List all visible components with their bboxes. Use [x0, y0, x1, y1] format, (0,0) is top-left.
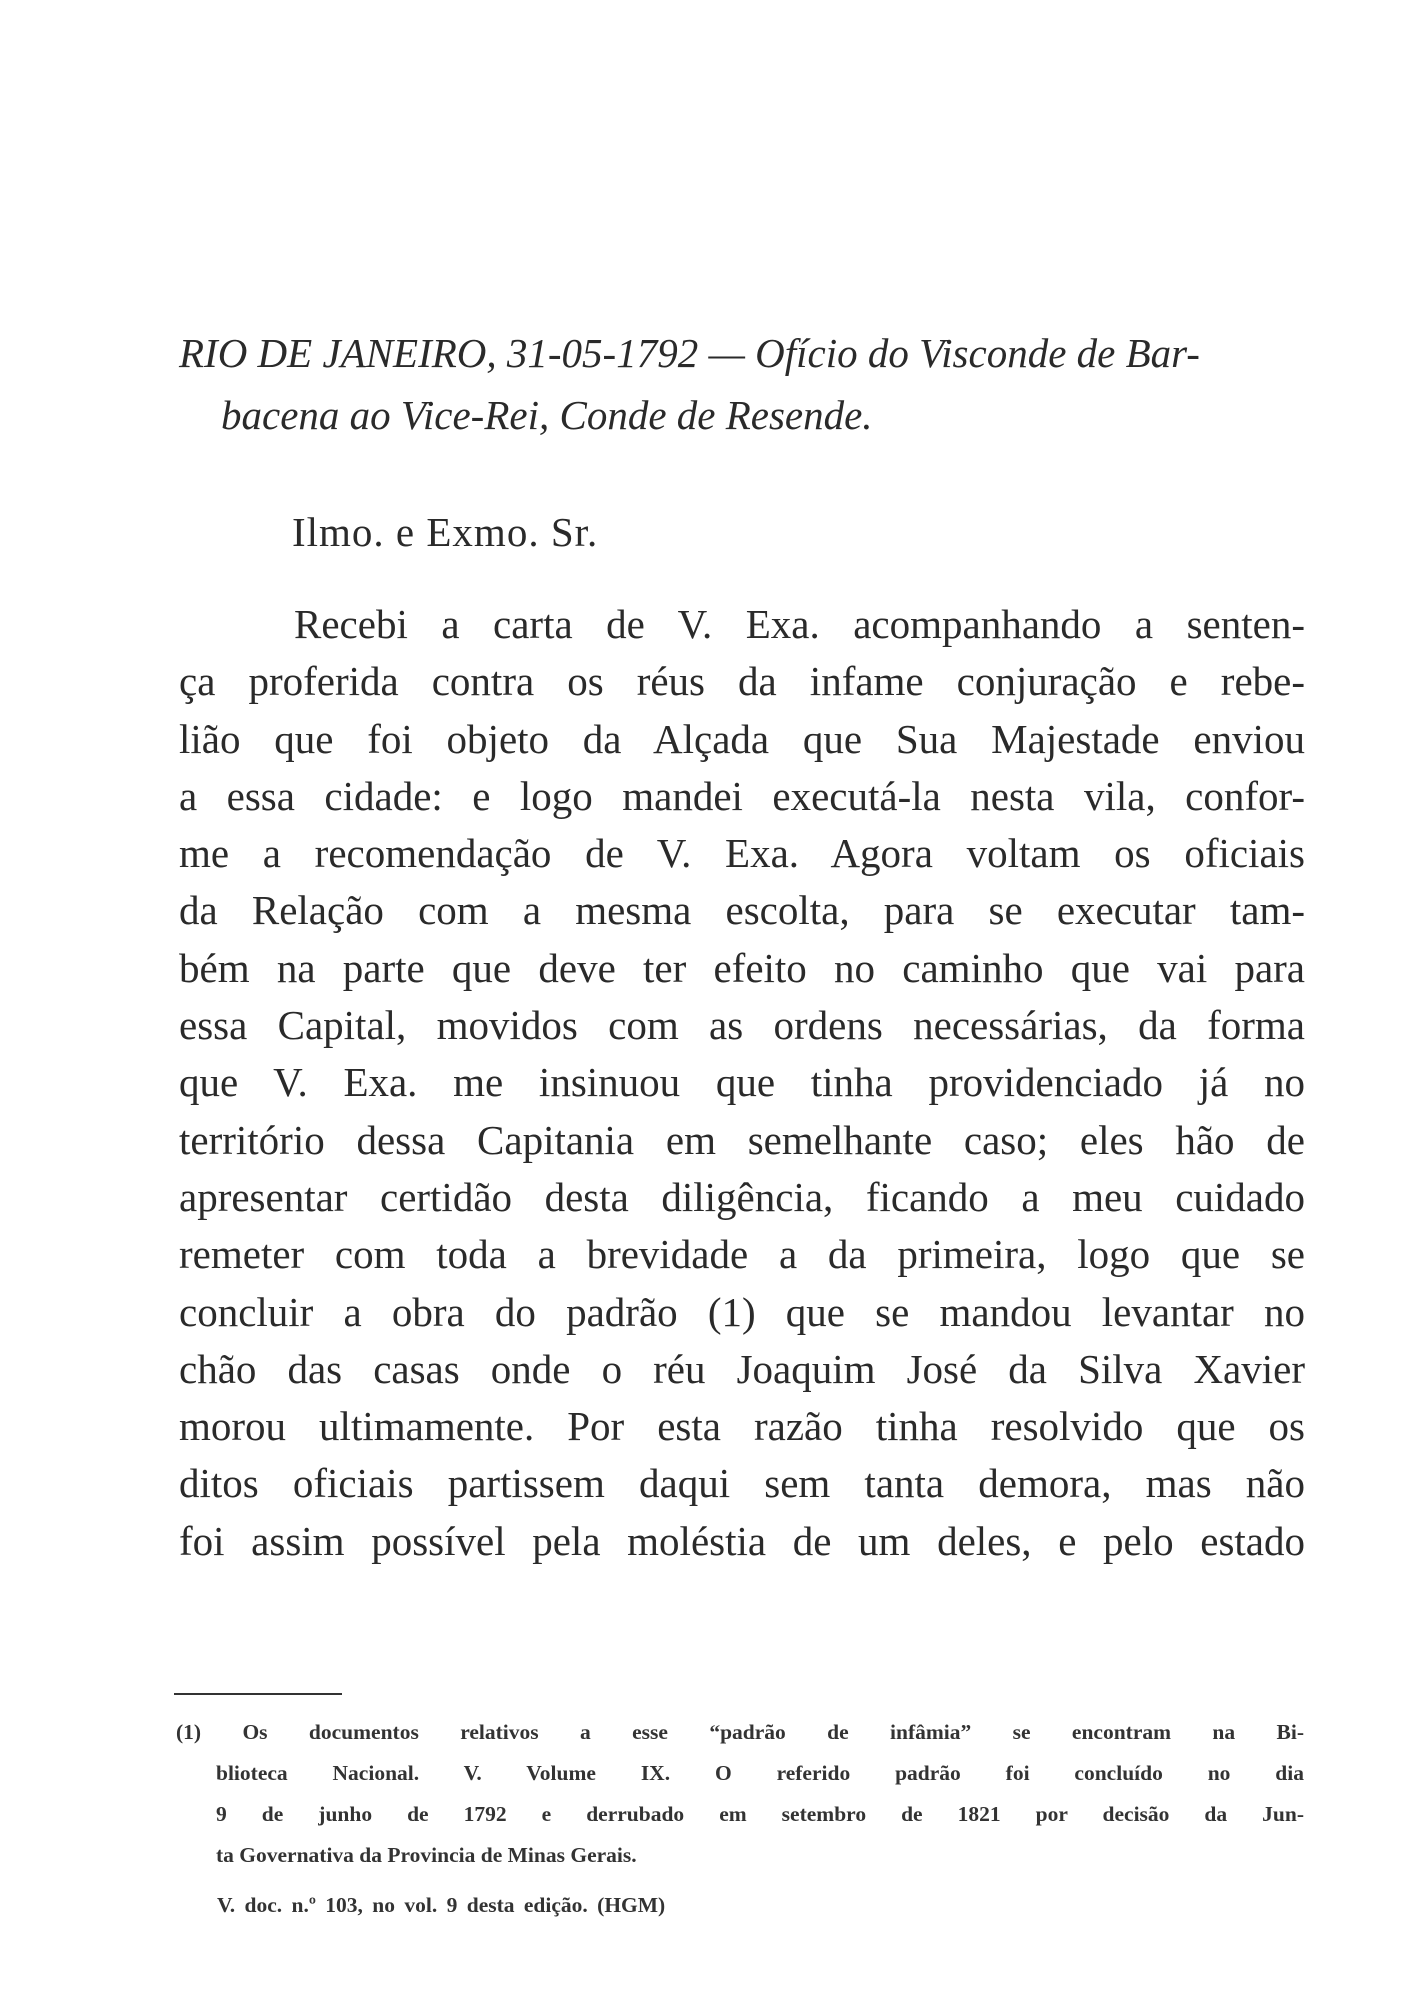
body-line: ça proferida contra os réus da infame conjuração e rebe-: [179, 658, 1305, 705]
document-heading: [179, 322, 1303, 446]
document-reference: V. doc. n.º 103, no vol. 9 desta edição. (HGM): [217, 1893, 666, 1917]
body-line: ditos oficiais partissem daqui sem tanta demora, mas não: [179, 1460, 1305, 1507]
body-line: concluir a obra do padrão (1) que se mandou levantar no: [179, 1288, 1305, 1335]
body-line: me a recomendação de V. Exa. Agora voltam os oficiais: [179, 830, 1305, 877]
heading-line-1: RIO DE JANEIRO, 31-05-1792 — Ofício do Visconde de Bar-: [179, 330, 1200, 376]
body-line: lião que foi objeto da Alçada que Sua Majestade enviou: [179, 715, 1305, 762]
body-line: foi assim possível pela moléstia de um deles, e pelo estado: [179, 1517, 1305, 1564]
body-line: apresentar certidão desta diligência, ficando a meu cuidado: [179, 1173, 1305, 1220]
body-line: que V. Exa. me insinuou que tinha providenciado já no: [179, 1059, 1305, 1106]
footnote-line: blioteca Nacional. V. Volume IX. O referido padrão foi concluído no dia: [216, 1761, 1304, 1785]
heading-line-2: bacena ao Vice-Rei, Conde de Resende.: [221, 392, 873, 438]
body-line: chão das casas onde o réu Joaquim José da Silva Xavier: [179, 1345, 1305, 1392]
body-line: a essa cidade: e logo mandei executá-la nesta vila, confor-: [179, 772, 1305, 819]
body-line: da Relação com a mesma escolta, para se executar tam-: [179, 887, 1305, 934]
footnote: [176, 1712, 1304, 1876]
footnote-line: 9 de junho de 1792 e derrubado em setembro de 1821 por decisão da Jun-: [216, 1802, 1304, 1826]
salutation: Ilmo. e Exmo. Sr.: [292, 509, 599, 555]
body-line: remeter com toda a brevidade a da primeira, logo que se: [179, 1231, 1305, 1278]
body-line: Recebi a carta de V. Exa. acompanhando a senten-: [294, 601, 1305, 647]
footnote-separator: [174, 1693, 342, 1695]
footnote-line: ta Governativa da Provincia de Minas Gerais.: [216, 1843, 637, 1867]
body-line: essa Capital, movidos com as ordens necessárias, da forma: [179, 1002, 1305, 1049]
body-line: morou ultimamente. Por esta razão tinha resolvido que os: [179, 1403, 1305, 1450]
footnote-line: (1) Os documentos relativos a esse “padrão de infâmia” se encontram na Bi-: [176, 1720, 1304, 1744]
body-line: bém na parte que deve ter efeito no caminho que vai para: [179, 944, 1305, 991]
body-paragraph: [179, 596, 1305, 1570]
body-line: território dessa Capitania em semelhante caso; eles hão de: [179, 1116, 1305, 1163]
